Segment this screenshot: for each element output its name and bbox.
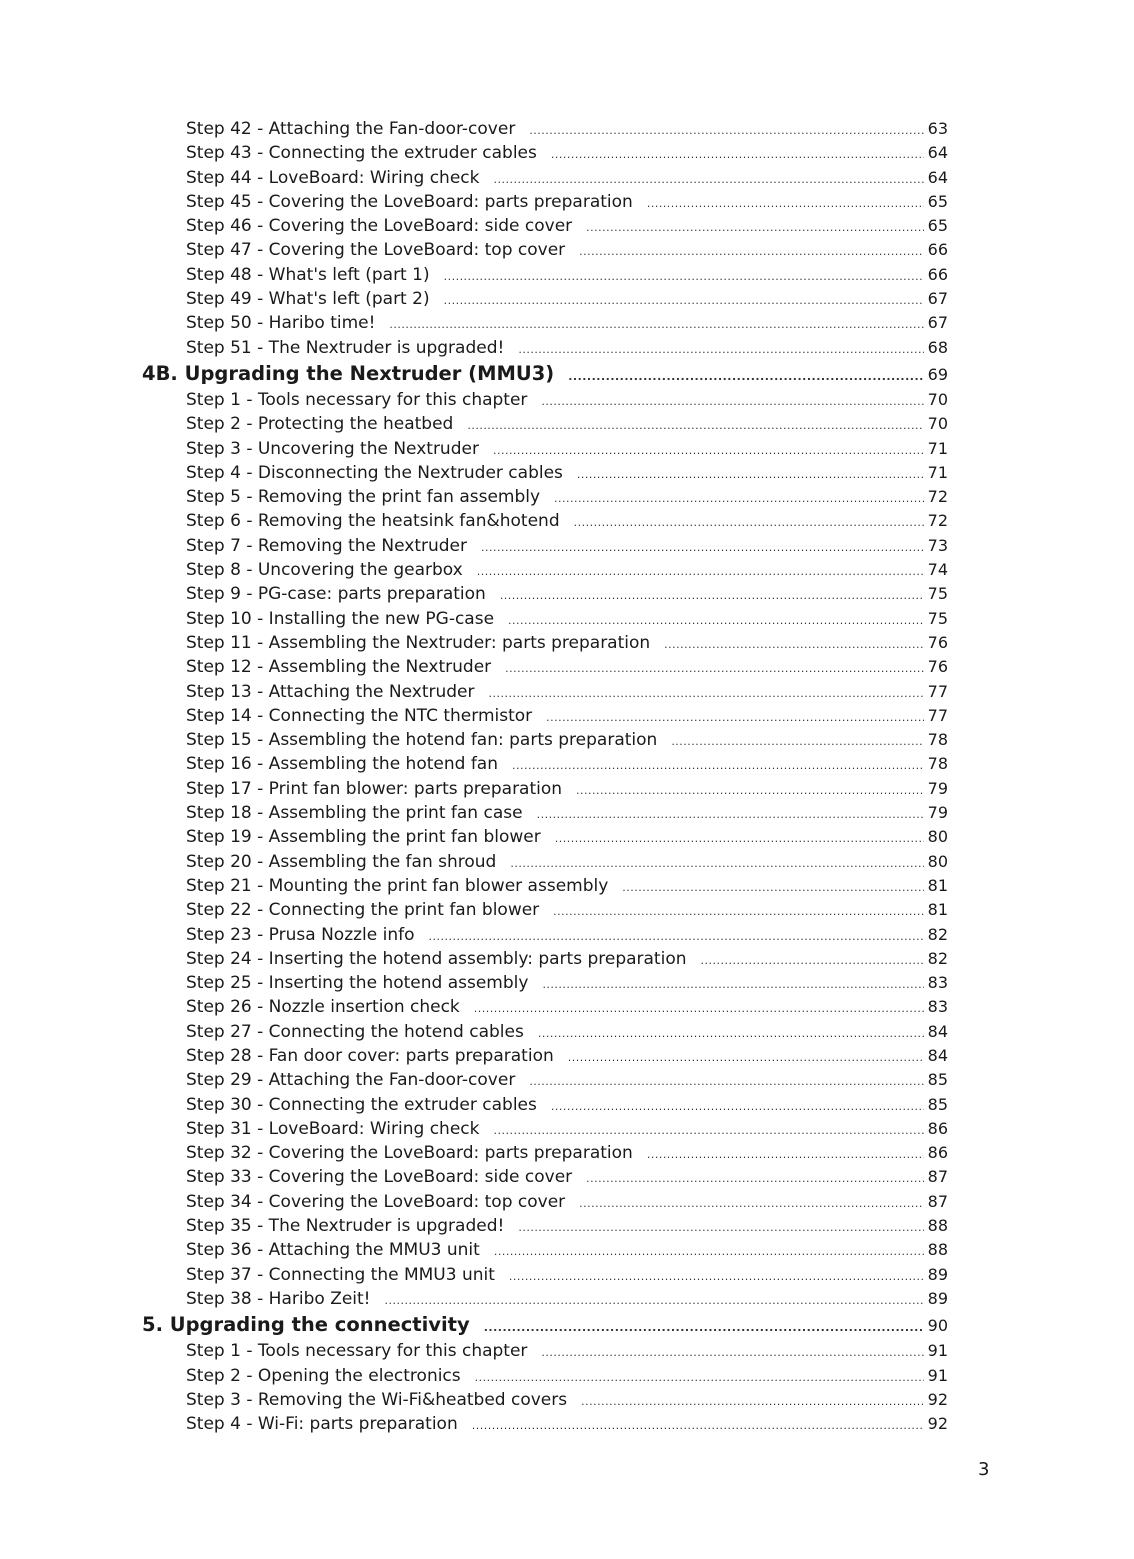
toc-step-entry[interactable] <box>186 437 948 461</box>
toc-step-entry[interactable] <box>186 509 948 533</box>
dot-leader <box>467 414 923 436</box>
dot-leader <box>493 1119 923 1141</box>
toc-entry-page: 63 <box>927 119 948 138</box>
toc-entry-title: Step 1 - Tools necessary for this chapter <box>186 389 528 410</box>
dot-leader <box>538 1022 924 1044</box>
toc-entry-title: Step 38 - Haribo Zeit! <box>186 1288 371 1309</box>
toc-entry-page: 77 <box>927 681 948 701</box>
dot-leader <box>574 511 924 533</box>
dot-leader <box>509 1265 924 1287</box>
toc-step-entry[interactable] <box>186 1068 948 1092</box>
dot-leader <box>512 754 924 776</box>
toc-entry-title: Step 33 - Covering the LoveBoard: side cover <box>186 1167 573 1188</box>
toc-entry-page: 81 <box>927 875 948 895</box>
toc-entry-page: 65 <box>927 191 948 211</box>
dot-leader <box>444 265 924 287</box>
toc-entry-title: Step 50 - Haribo time! <box>186 313 376 334</box>
dot-leader <box>474 997 924 1019</box>
dot-leader <box>389 313 923 335</box>
dot-leader <box>554 487 924 509</box>
toc-entry-page: 78 <box>927 730 948 750</box>
dot-leader <box>542 973 923 995</box>
toc-entry-title: Step 24 - Inserting the hotend assembly: parts preparation <box>186 948 687 969</box>
dot-leader <box>529 119 923 141</box>
toc-entry-page: 69 <box>927 364 948 384</box>
toc-entry-title: Step 42 - Attaching the Fan-door-cover <box>186 119 516 139</box>
toc-entry-title: Step 48 - What's left (part 1) <box>186 264 430 285</box>
toc-entry-title: Step 27 - Connecting the hotend cables <box>186 1021 524 1042</box>
toc-entry-page: 92 <box>927 1389 948 1409</box>
toc-entry-title: Step 17 - Print fan blower: parts preparation <box>186 778 563 799</box>
toc-entry-title: Step 21 - Mounting the print fan blower assembly <box>186 875 609 896</box>
toc-entry-page: 85 <box>927 1070 948 1090</box>
toc-entry-title: Step 23 - Prusa Nozzle info <box>186 924 415 945</box>
toc-entry-page: 80 <box>927 851 948 871</box>
toc-entry-title: Step 49 - What's left (part 2) <box>186 289 430 310</box>
toc-entry-page: 77 <box>927 705 948 725</box>
toc-entry-page: 76 <box>927 632 948 652</box>
toc-step-entry[interactable] <box>186 947 948 971</box>
dot-leader <box>577 463 924 485</box>
dot-leader <box>555 827 924 849</box>
toc-entry-page: 64 <box>927 143 948 163</box>
toc-entry-page: 92 <box>927 1414 948 1434</box>
toc-step-entry[interactable] <box>186 801 948 825</box>
toc-step-entry[interactable] <box>186 752 948 776</box>
dot-leader <box>551 1095 924 1117</box>
toc-step-entry[interactable] <box>186 238 948 262</box>
toc-entry-title: Step 18 - Assembling the print fan case <box>186 803 523 824</box>
toc-entry-title: Step 37 - Connecting the MMU3 unit <box>186 1264 495 1285</box>
dot-leader <box>551 143 924 165</box>
dot-leader <box>510 852 923 874</box>
toc-entry-page: 84 <box>927 1045 948 1065</box>
dot-leader <box>581 1390 924 1412</box>
toc-entry-page: 74 <box>927 560 948 580</box>
toc-entry-title: 5. Upgrading the connectivity <box>142 1313 470 1337</box>
toc-entry-page: 66 <box>927 240 948 260</box>
dot-leader <box>576 779 924 801</box>
dot-leader <box>586 1167 924 1189</box>
toc-step-entry[interactable] <box>186 214 948 238</box>
dot-leader <box>664 633 923 655</box>
toc-entry-title: Step 1 - Tools necessary for this chapter <box>186 1341 528 1362</box>
toc-step-entry[interactable] <box>186 1141 948 1165</box>
dot-leader <box>444 289 924 311</box>
toc-entry-title: Step 5 - Removing the print fan assembly <box>186 487 541 508</box>
toc-entry-page: 72 <box>927 511 948 531</box>
dot-leader <box>529 1070 923 1092</box>
dot-leader <box>546 706 924 728</box>
toc-entry-page: 86 <box>927 1143 948 1163</box>
toc-entry-page: 86 <box>927 1118 948 1138</box>
toc-entry-page: 89 <box>927 1264 948 1284</box>
toc-entry-title: Step 34 - Covering the LoveBoard: top cover <box>186 1191 566 1212</box>
toc-entry-title: Step 2 - Opening the electronics <box>186 1365 461 1386</box>
dot-leader <box>541 390 923 412</box>
toc-entry-page: 71 <box>927 438 948 458</box>
toc-step-entry[interactable] <box>186 287 948 311</box>
toc-step-entry[interactable] <box>186 1287 948 1311</box>
toc-entry-title: Step 25 - Inserting the hotend assembly <box>186 973 529 994</box>
toc-entry-page: 84 <box>927 1021 948 1041</box>
toc-entry-title: Step 3 - Removing the Wi-Fi&heatbed covers <box>186 1389 568 1410</box>
toc-entry-title: Step 30 - Connecting the extruder cables <box>186 1094 537 1115</box>
toc-step-entry[interactable] <box>186 166 948 190</box>
toc-entry-title: Step 11 - Assembling the Nextruder: parts preparation <box>186 632 651 653</box>
toc-entry-title: Step 8 - Uncovering the gearbox <box>186 560 463 581</box>
toc-entry-page: 78 <box>927 754 948 774</box>
toc-step-entry[interactable] <box>186 1190 948 1214</box>
toc-entry-title: Step 29 - Attaching the Fan-door-cover <box>186 1070 516 1091</box>
dot-leader <box>518 1216 923 1238</box>
toc-entry-title: Step 7 - Removing the Nextruder <box>186 535 467 556</box>
dot-leader <box>537 803 924 825</box>
dot-leader <box>493 168 923 190</box>
dot-leader <box>472 1414 924 1436</box>
toc-step-entry[interactable] <box>186 728 948 752</box>
toc-step-entry[interactable] <box>186 461 948 485</box>
toc-step-entry[interactable] <box>186 971 948 995</box>
toc-step-entry[interactable] <box>186 1093 948 1117</box>
toc-entry-title: Step 13 - Attaching the Nextruder <box>186 681 475 702</box>
toc-step-entry[interactable] <box>186 1339 948 1363</box>
toc-entry-page: 85 <box>927 1094 948 1114</box>
toc-step-entry[interactable] <box>186 1263 948 1287</box>
toc-entry-page: 79 <box>927 803 948 823</box>
toc-step-entry[interactable] <box>186 117 948 141</box>
toc-entry-page: 70 <box>927 389 948 409</box>
toc-step-entry[interactable] <box>186 1412 948 1436</box>
toc-step-entry[interactable] <box>186 995 948 1019</box>
toc-step-entry[interactable] <box>186 141 948 165</box>
toc-step-entry[interactable] <box>186 190 948 214</box>
toc-step-entry[interactable] <box>186 336 948 360</box>
toc-step-entry[interactable] <box>186 1044 948 1068</box>
toc-step-entry[interactable] <box>186 1165 948 1189</box>
dot-leader <box>622 876 923 898</box>
toc-step-entry[interactable] <box>186 923 948 947</box>
toc-entry-page: 91 <box>927 1341 948 1361</box>
toc-entry-page: 72 <box>927 487 948 507</box>
toc-entry-page: 67 <box>927 313 948 333</box>
toc-entry-title: Step 47 - Covering the LoveBoard: top cover <box>186 240 566 261</box>
dot-leader <box>481 536 924 558</box>
toc-entry-page: 82 <box>927 924 948 944</box>
toc-step-entry[interactable] <box>186 1364 948 1388</box>
toc-entry-title: Step 20 - Assembling the fan shroud <box>186 851 497 872</box>
dot-leader <box>701 949 924 971</box>
toc-entry-page: 79 <box>927 778 948 798</box>
toc-entry-title: Step 31 - LoveBoard: Wiring check <box>186 1118 480 1139</box>
toc-step-entry[interactable] <box>186 534 948 558</box>
toc-entry-title: Step 51 - The Nextruder is upgraded! <box>186 337 505 358</box>
toc-entry-page: 80 <box>927 827 948 847</box>
dot-leader <box>385 1289 924 1311</box>
toc-entry-page: 66 <box>927 264 948 284</box>
toc-entry-title: Step 22 - Connecting the print fan blower <box>186 900 540 921</box>
table-of-contents <box>0 117 1134 1436</box>
dot-leader <box>553 900 923 922</box>
toc-entry-page: 75 <box>927 608 948 628</box>
toc-entry-title: 4B. Upgrading the Nextruder (MMU3) <box>142 361 555 385</box>
toc-entry-title: Step 15 - Assembling the hotend fan: parts preparation <box>186 730 658 751</box>
toc-entry-title: Step 35 - The Nextruder is upgraded! <box>186 1216 505 1237</box>
toc-entry-page: 71 <box>927 462 948 482</box>
dot-leader <box>489 682 924 704</box>
toc-step-entry[interactable] <box>186 1117 948 1141</box>
toc-chapter-entry[interactable] <box>142 1311 948 1339</box>
toc-entry-title: Step 16 - Assembling the hotend fan <box>186 754 499 775</box>
toc-entry-title: Step 46 - Covering the LoveBoard: side cover <box>186 216 573 237</box>
toc-step-entry[interactable] <box>186 655 948 679</box>
toc-entry-title: Step 45 - Covering the LoveBoard: parts preparation <box>186 191 633 212</box>
toc-chapter-entry[interactable] <box>142 360 948 388</box>
toc-step-entry[interactable] <box>186 874 948 898</box>
dot-leader <box>477 560 924 582</box>
dot-leader <box>647 1143 924 1165</box>
toc-entry-title: Step 12 - Assembling the Nextruder <box>186 657 492 678</box>
toc-entry-title: Step 36 - Attaching the MMU3 unit <box>186 1240 480 1261</box>
dot-leader <box>494 1240 924 1262</box>
dot-leader <box>505 657 923 679</box>
toc-entry-title: Step 2 - Protecting the heatbed <box>186 414 454 435</box>
toc-entry-page: 83 <box>927 997 948 1017</box>
toc-step-entry[interactable] <box>186 558 948 582</box>
toc-entry-title: Step 14 - Connecting the NTC thermistor <box>186 705 533 726</box>
toc-entry-page: 65 <box>927 216 948 236</box>
toc-entry-page: 88 <box>927 1216 948 1236</box>
toc-entry-title: Step 19 - Assembling the print fan blower <box>186 827 541 848</box>
toc-step-entry[interactable] <box>186 388 948 412</box>
toc-entry-title: Step 32 - Covering the LoveBoard: parts preparation <box>186 1143 633 1164</box>
toc-step-entry[interactable] <box>186 898 948 922</box>
toc-step-entry[interactable] <box>186 825 948 849</box>
dot-leader <box>429 925 924 947</box>
toc-entry-title: Step 10 - Installing the new PG-case <box>186 608 495 629</box>
toc-entry-page: 68 <box>927 337 948 357</box>
dot-leader <box>475 1366 924 1388</box>
toc-entry-page: 89 <box>927 1288 948 1308</box>
dot-leader <box>586 216 924 238</box>
toc-entry-title: Step 44 - LoveBoard: Wiring check <box>186 167 480 188</box>
toc-entry-title: Step 28 - Fan door cover: parts preparation <box>186 1045 554 1066</box>
toc-step-entry[interactable] <box>186 631 948 655</box>
toc-entry-page: 73 <box>927 535 948 555</box>
toc-entry-title: Step 43 - Connecting the extruder cables <box>186 143 537 164</box>
toc-step-entry[interactable] <box>186 311 948 335</box>
toc-step-entry[interactable] <box>186 582 948 606</box>
page-number: 3 <box>978 1459 990 1480</box>
dot-leader <box>568 363 923 388</box>
toc-step-entry[interactable] <box>186 485 948 509</box>
dot-leader <box>579 1192 923 1214</box>
toc-entry-page: 75 <box>927 584 948 604</box>
toc-step-entry[interactable] <box>186 263 948 287</box>
toc-entry-page: 81 <box>927 900 948 920</box>
toc-entry-page: 90 <box>927 1316 948 1336</box>
dot-leader <box>508 609 924 631</box>
toc-entry-page: 88 <box>927 1240 948 1260</box>
toc-entry-page: 70 <box>927 414 948 434</box>
toc-entry-title: Step 26 - Nozzle insertion check <box>186 997 460 1018</box>
toc-step-entry[interactable] <box>186 850 948 874</box>
dot-leader <box>518 338 923 360</box>
toc-step-entry[interactable] <box>186 412 948 436</box>
dot-leader <box>541 1341 923 1363</box>
toc-entry-page: 87 <box>927 1167 948 1187</box>
toc-entry-page: 64 <box>927 167 948 187</box>
dot-leader <box>484 1314 924 1339</box>
toc-entry-page: 67 <box>927 289 948 309</box>
toc-entry-title: Step 3 - Uncovering the Nextruder <box>186 438 479 459</box>
toc-entry-title: Step 4 - Disconnecting the Nextruder cables <box>186 462 563 483</box>
toc-step-entry[interactable] <box>186 607 948 631</box>
toc-step-entry[interactable] <box>186 777 948 801</box>
toc-step-entry[interactable] <box>186 1388 948 1412</box>
toc-step-entry[interactable] <box>186 1238 948 1262</box>
toc-entry-title: Step 6 - Removing the heatsink fan&hotend <box>186 511 560 532</box>
toc-entry-page: 83 <box>927 973 948 993</box>
dot-leader <box>671 730 923 752</box>
dot-leader <box>647 192 924 214</box>
dot-leader <box>579 240 923 262</box>
toc-step-entry[interactable] <box>186 680 948 704</box>
dot-leader <box>493 439 924 461</box>
toc-entry-page: 82 <box>927 948 948 968</box>
dot-leader <box>568 1046 924 1068</box>
toc-entry-page: 76 <box>927 657 948 677</box>
toc-step-entry[interactable] <box>186 1214 948 1238</box>
toc-entry-page: 87 <box>927 1191 948 1211</box>
toc-entry-title: Step 4 - Wi-Fi: parts preparation <box>186 1414 458 1435</box>
dot-leader <box>500 584 924 606</box>
toc-step-entry[interactable] <box>186 1020 948 1044</box>
toc-entry-page: 91 <box>927 1365 948 1385</box>
toc-step-entry[interactable] <box>186 704 948 728</box>
toc-entry-title: Step 9 - PG-case: parts preparation <box>186 584 486 605</box>
